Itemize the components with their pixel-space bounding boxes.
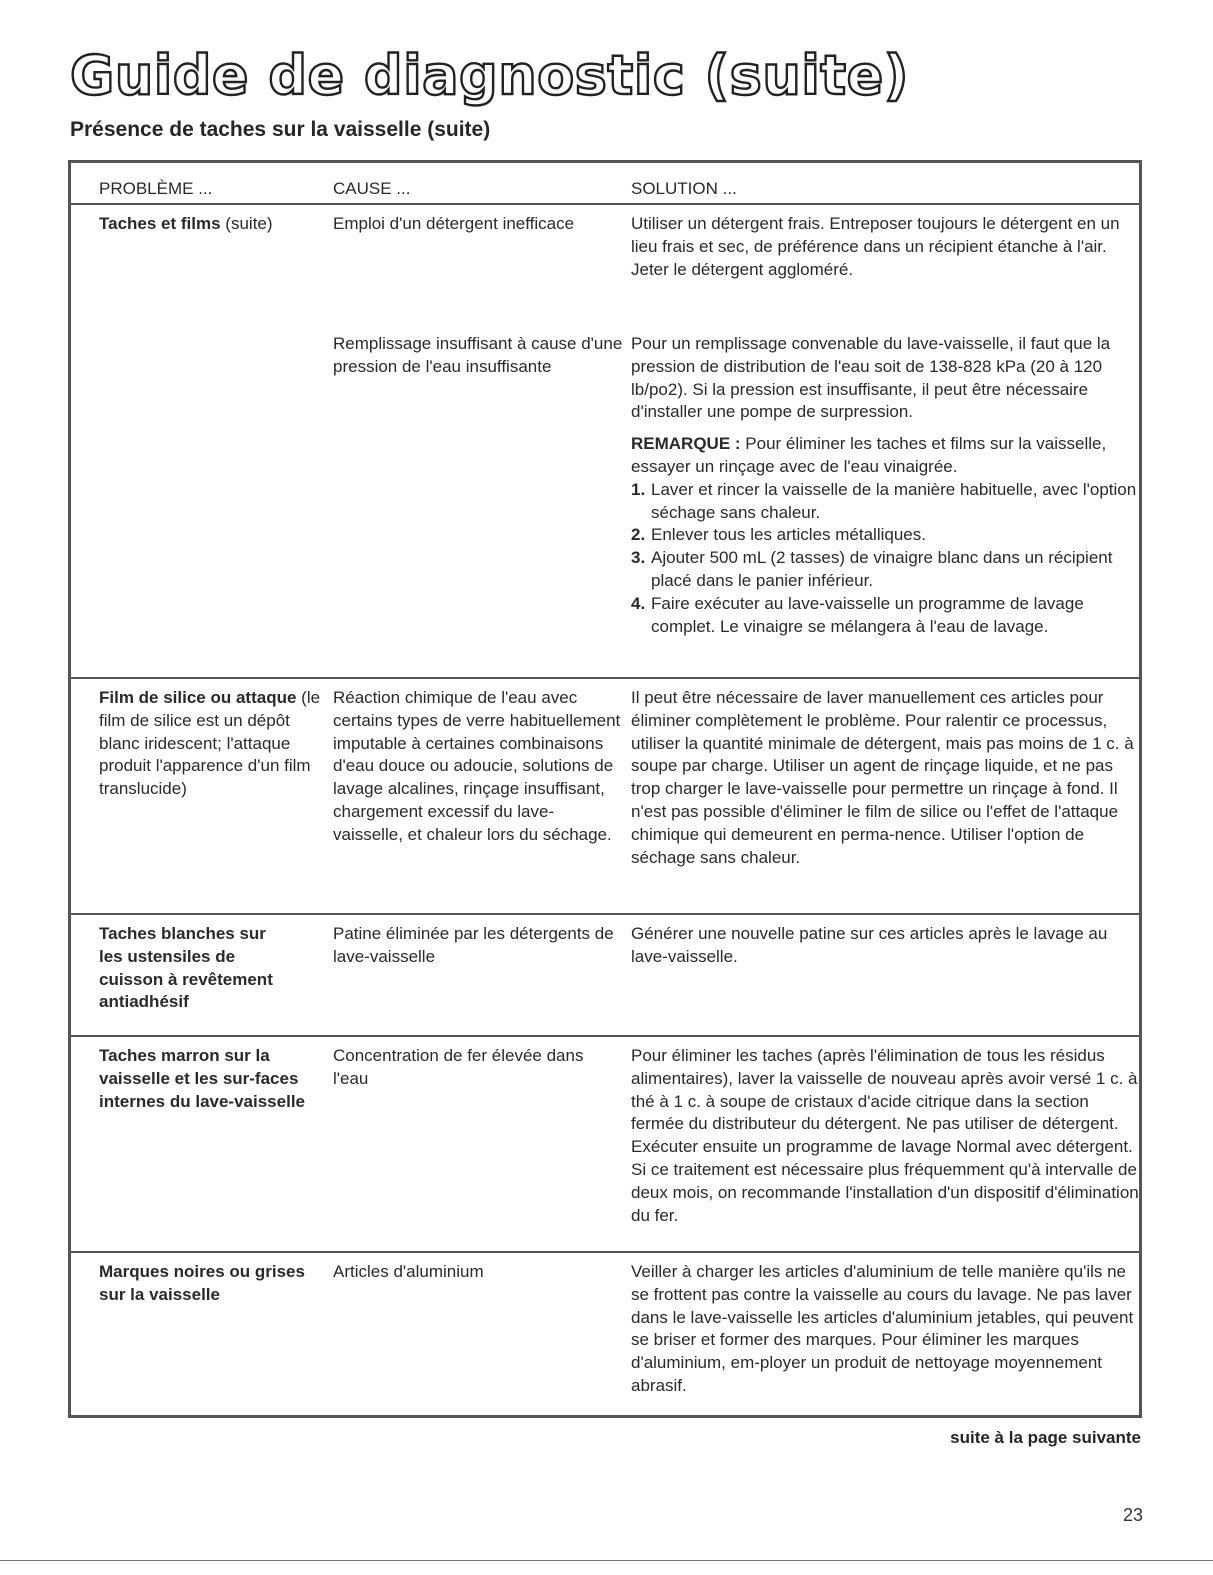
list-item: 1. Laver et rincer la vaisselle de la manière habituelle, avec l'option séchage sans chaleur. bbox=[631, 479, 1137, 522]
note-label: REMARQUE : bbox=[631, 434, 741, 454]
table-row-black-marks bbox=[71, 1253, 1139, 1413]
problem-cell bbox=[99, 687, 329, 801]
troubleshooting-table bbox=[68, 160, 1142, 1418]
problem-detail: (suite) bbox=[220, 214, 273, 233]
problem-title: Taches marron sur la vaisselle et les sur-faces internes du lave-vaisselle bbox=[99, 1046, 305, 1111]
solution-cell: Il peut être nécessaire de laver manuellement ces articles pour éliminer complètement le problème. Pour ralentir ce processus, utiliser la quantité minimale de détergent, mais pas moins de 1 c. à soupe par charge. Utiliser un agent de rinçage liquide, et ne pas trop charger le lave-vaisselle pour permettre un rinçage à fond. Il n'est pas possible d'éliminer le film de silice ou l'effet de l'attaque chimique qui demeurent en perma-nence. Utiliser l'option de séchage sans chaleur. bbox=[631, 688, 1134, 867]
cause-cell: Emploi d'un détergent inefficace bbox=[333, 214, 575, 233]
table-row-brown-spots bbox=[71, 1037, 1139, 1253]
table-row-silica-film bbox=[71, 679, 1139, 915]
section-heading: Présence de taches sur la vaisselle (suite) bbox=[70, 118, 491, 141]
cause-cell: Articles d'aluminium bbox=[333, 1262, 484, 1281]
list-item: 4. Faire exécuter au lave-vaisselle un programme de lavage complet. Le vinaigre se mélangera à l'eau de lavage. bbox=[631, 593, 1084, 636]
problem-title: Film de silice ou attaque bbox=[99, 688, 297, 707]
solution-cell: Utiliser un détergent frais. Entreposer toujours le détergent en un lieu frais et sec, de préférence dans un récipient étanche à l'air. Jeter le détergent aggloméré. bbox=[631, 214, 1120, 279]
solution-cell: Pour éliminer les taches (après l'élimination de tous les résidus alimentaires), laver la vaisselle de nouveau après avoir versé 1 c. à thé à 1 c. à soupe de cristaux d'acide citrique dans la section fermée du distributeur du détergent. Ne pas utiliser de détergent. Exécuter ensuite un programme de lavage Normal avec détergent. Si ce traitement est nécessaire plus fréquemment qu'à intervalle de deux mois, on recommande l'installation d'un dispositif d'élimination du fer. bbox=[631, 1046, 1139, 1225]
bottom-rule bbox=[0, 1560, 1213, 1561]
solution-paragraph: Pour un remplissage convenable du lave-vaisselle, il faut que la pression de distribution de l'eau soit de 138-828 kPa (20 à 120 lb/po2). Si la pression est insuffisante, il peut être nécessaire d'installer une pompe de surpression. bbox=[631, 334, 1111, 422]
problem-cell bbox=[99, 1045, 314, 1113]
cause-cell: Patine éliminée par les détergents de lave-vaisselle bbox=[333, 924, 614, 966]
list-item: 3. Ajouter 500 mL (2 tasses) de vinaigre blanc dans un récipient placé dans le panier inférieur. bbox=[631, 548, 1113, 590]
table-row-spots-films bbox=[71, 205, 1139, 679]
cause-cell: Remplissage insuffisant à cause d'une pression de l'eau insuffisante bbox=[333, 334, 623, 376]
table-header bbox=[71, 163, 1139, 205]
problem-cell bbox=[99, 213, 329, 236]
problem-title: Taches blanches sur les ustensiles de cuisson à revêtement antiadhésif bbox=[99, 924, 273, 1012]
solution-cell: Générer une nouvelle patine sur ces articles après le lavage au lave-vaisselle. bbox=[631, 924, 1108, 966]
header-problem: PROBLÈME ... bbox=[99, 179, 213, 198]
solution-cell bbox=[631, 333, 1141, 638]
header-cause: CAUSE ... bbox=[333, 179, 411, 198]
note-text: Pour éliminer les taches et films sur la vaisselle, essayer un rinçage avec de l'eau vinaigrée. bbox=[631, 434, 1107, 476]
cause-cell: Concentration de fer élevée dans l'eau bbox=[333, 1046, 584, 1088]
table-row-white-spots bbox=[71, 915, 1139, 1037]
problem-detail: (le film de silice est un dépôt blanc iridescent; l'attaque produit l'apparence d'un film translucide) bbox=[99, 688, 321, 799]
list-item: 2. Enlever tous les articles métalliques. bbox=[631, 525, 926, 545]
solution-cell: Veiller à charger les articles d'aluminium de telle manière qu'ils ne se frottent pas contre la vaisselle au cours du lavage. Ne pas laver dans le lave-vaisselle les articles d'aluminium jetables, qui peuvent se briser et former des marques. Pour éliminer les marques d'aluminium, em-ployer un produit de nettoyage moyennement abrasif. bbox=[631, 1262, 1134, 1395]
problem-cell bbox=[99, 1261, 314, 1307]
continued-next-page: suite à la page suivante bbox=[950, 1428, 1141, 1447]
page-title: Guide de diagnostic (suite) bbox=[70, 44, 909, 107]
problem-title: Marques noires ou grises sur la vaisselle bbox=[99, 1262, 305, 1304]
note-paragraph bbox=[631, 433, 1141, 479]
page-number: 23 bbox=[1122, 1505, 1143, 1525]
problem-title: Taches et films bbox=[99, 214, 221, 233]
header-solution: SOLUTION ... bbox=[631, 179, 737, 198]
problem-cell bbox=[99, 923, 289, 1014]
cause-cell: Réaction chimique de l'eau avec certains types de verre habituellement imputable à certaines combinaisons d'eau douce ou adoucie, solutions de lavage alcalines, rinçage insuffisant, chargement excessif du lave-vaisselle, et chaleur lors du séchage. bbox=[333, 688, 621, 844]
